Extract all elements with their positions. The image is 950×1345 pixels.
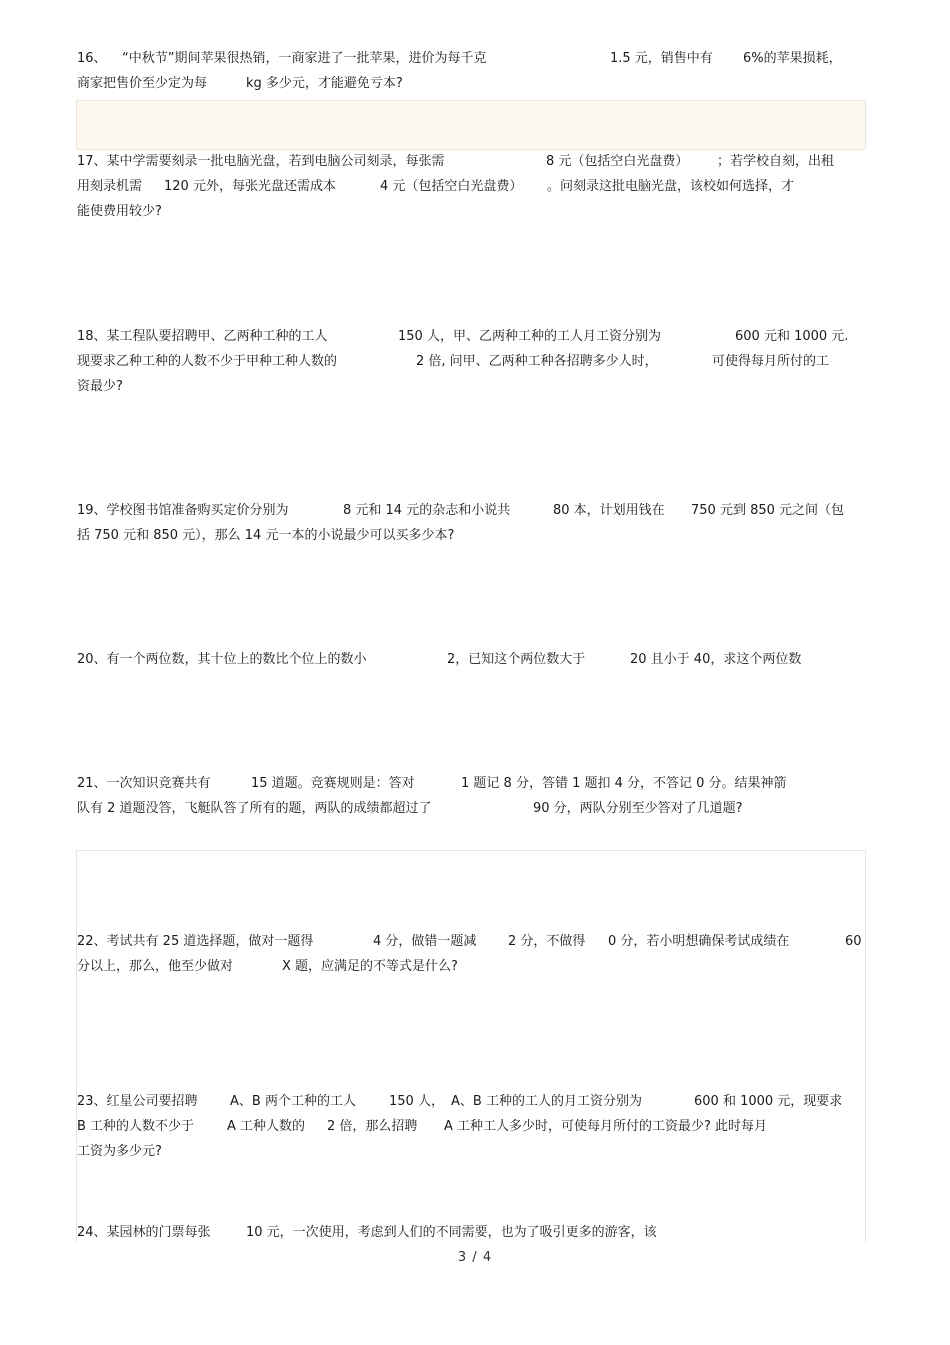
q22-text: 分以上，那么，他至少做对 xyxy=(77,959,234,974)
q22-text: 60 xyxy=(845,934,862,949)
q24-text: 24、某园林的门票每张 xyxy=(77,1225,211,1240)
q18-text: 现要求乙种工种的人数不少于甲种工种人数的 xyxy=(77,354,338,369)
q17-text: 4 元（包括空白光盘费） xyxy=(380,179,523,194)
q22-text: 0 分，若小明想确保考试成绩在 xyxy=(608,934,790,949)
q23-text: B 工种的人数不少于 xyxy=(77,1119,195,1134)
question-24 xyxy=(77,1220,865,1245)
q17-text: ；若学校自刻，出租 xyxy=(717,154,835,169)
page-indicator: 3 / 4 xyxy=(457,1250,493,1265)
q19-text: 8 元和 14 元的杂志和小说共 xyxy=(343,503,511,518)
q23-text: 600 和 1000 元，现要求 xyxy=(694,1094,843,1109)
q17-text: 能使费用较少? xyxy=(77,204,162,219)
q18-text: 2 倍, 问甲、乙两种工种各招聘多少人时， xyxy=(416,354,658,369)
q21-text: 队有 2 道题没答，飞艇队答了所有的题，两队的成绩都超过了 xyxy=(77,801,432,816)
q21-text: 90 分，两队分别至少答对了几道题? xyxy=(533,801,743,816)
answer-frame xyxy=(76,850,866,1242)
q17-text: 。问刻录这批电脑光盘，该校如何选择，才 xyxy=(547,179,795,194)
q16-text: 6%的苹果损耗， xyxy=(743,51,842,66)
q16-text: 商家把售价至少定为每 xyxy=(77,76,208,91)
q19-text: 括 750 元和 850 元），那么 14 元一本的小说最少可以买多少本? xyxy=(77,528,455,543)
answer-box xyxy=(76,100,866,150)
question-18 xyxy=(77,324,865,399)
q19-text: 80 本，计划用钱在 xyxy=(553,503,665,518)
q16-text: 16、 xyxy=(77,51,107,66)
question-17 xyxy=(77,149,865,224)
q17-text: 17、某中学需要刻录一批电脑光盘，若到电脑公司刻录，每张需 xyxy=(77,154,445,169)
q21-text: 21、一次知识竞赛共有 xyxy=(77,776,211,791)
q17-text: 8 元（包括空白光盘费） xyxy=(546,154,689,169)
q18-text: 资最少? xyxy=(77,379,123,394)
question-19 xyxy=(77,498,865,548)
q23-text: A 工种人数的 xyxy=(227,1119,306,1134)
q24-text: 10 元，一次使用，考虑到人们的不同需要，也为了吸引更多的游客，该 xyxy=(246,1225,657,1240)
q18-text: 可使得每月所付的工 xyxy=(712,354,830,369)
q18-text: 150 人，甲、乙两种工种的工人月工资分别为 xyxy=(398,329,661,344)
q17-text: 用刻录机需 xyxy=(77,179,143,194)
q23-text: 23、红星公司要招聘 xyxy=(77,1094,198,1109)
q21-text: 1 题记 8 分，答错 1 题扣 4 分，不答记 0 分。结果神箭 xyxy=(461,776,787,791)
q22-text: 4 分，做错一题减 xyxy=(373,934,477,949)
q18-text: 600 元和 1000 元. xyxy=(735,329,849,344)
q16-text: “中秋节”期间苹果很热销，一商家进了一批苹果，进价为每千克 xyxy=(122,51,487,66)
q18-text: 18、某工程队要招聘甲、乙两种工种的工人 xyxy=(77,329,328,344)
question-16 xyxy=(77,46,865,96)
q22-text: 22、考试共有 25 道选择题，做对一题得 xyxy=(77,934,314,949)
q23-text: 150 人， xyxy=(389,1094,444,1109)
q23-text: A、B 工种的工人的月工资分别为 xyxy=(451,1094,642,1109)
q23-text: A、B 两个工种的工人 xyxy=(230,1094,356,1109)
q23-text: 工资为多少元? xyxy=(77,1144,162,1159)
q16-text: 1.5 元，销售中有 xyxy=(610,51,713,66)
q22-text: X 题，应满足的不等式是什么? xyxy=(282,959,458,974)
q20-text: 20 且小于 40，求这个两位数 xyxy=(630,652,802,667)
q19-text: 750 元到 850 元之间（包 xyxy=(691,503,845,518)
q20-text: 20、有一个两位数，其十位上的数比个位上的数小 xyxy=(77,652,367,667)
q23-text: A 工种工人多少时，可使每月所付的工资最少? 此时每月 xyxy=(444,1119,768,1134)
q16-text: kg 多少元，才能避免亏本? xyxy=(246,76,403,91)
question-20 xyxy=(77,647,865,672)
question-21 xyxy=(77,771,865,821)
question-23 xyxy=(77,1089,865,1164)
q20-text: 2，已知这个两位数大于 xyxy=(447,652,586,667)
question-22 xyxy=(77,929,865,979)
q22-text: 2 分，不做得 xyxy=(508,934,586,949)
q17-text: 120 元外，每张光盘还需成本 xyxy=(164,179,336,194)
q23-text: 2 倍，那么招聘 xyxy=(327,1119,418,1134)
q21-text: 15 道题。竞赛规则是：答对 xyxy=(251,776,415,791)
q19-text: 19、学校图书馆准备购买定价分别为 xyxy=(77,503,289,518)
